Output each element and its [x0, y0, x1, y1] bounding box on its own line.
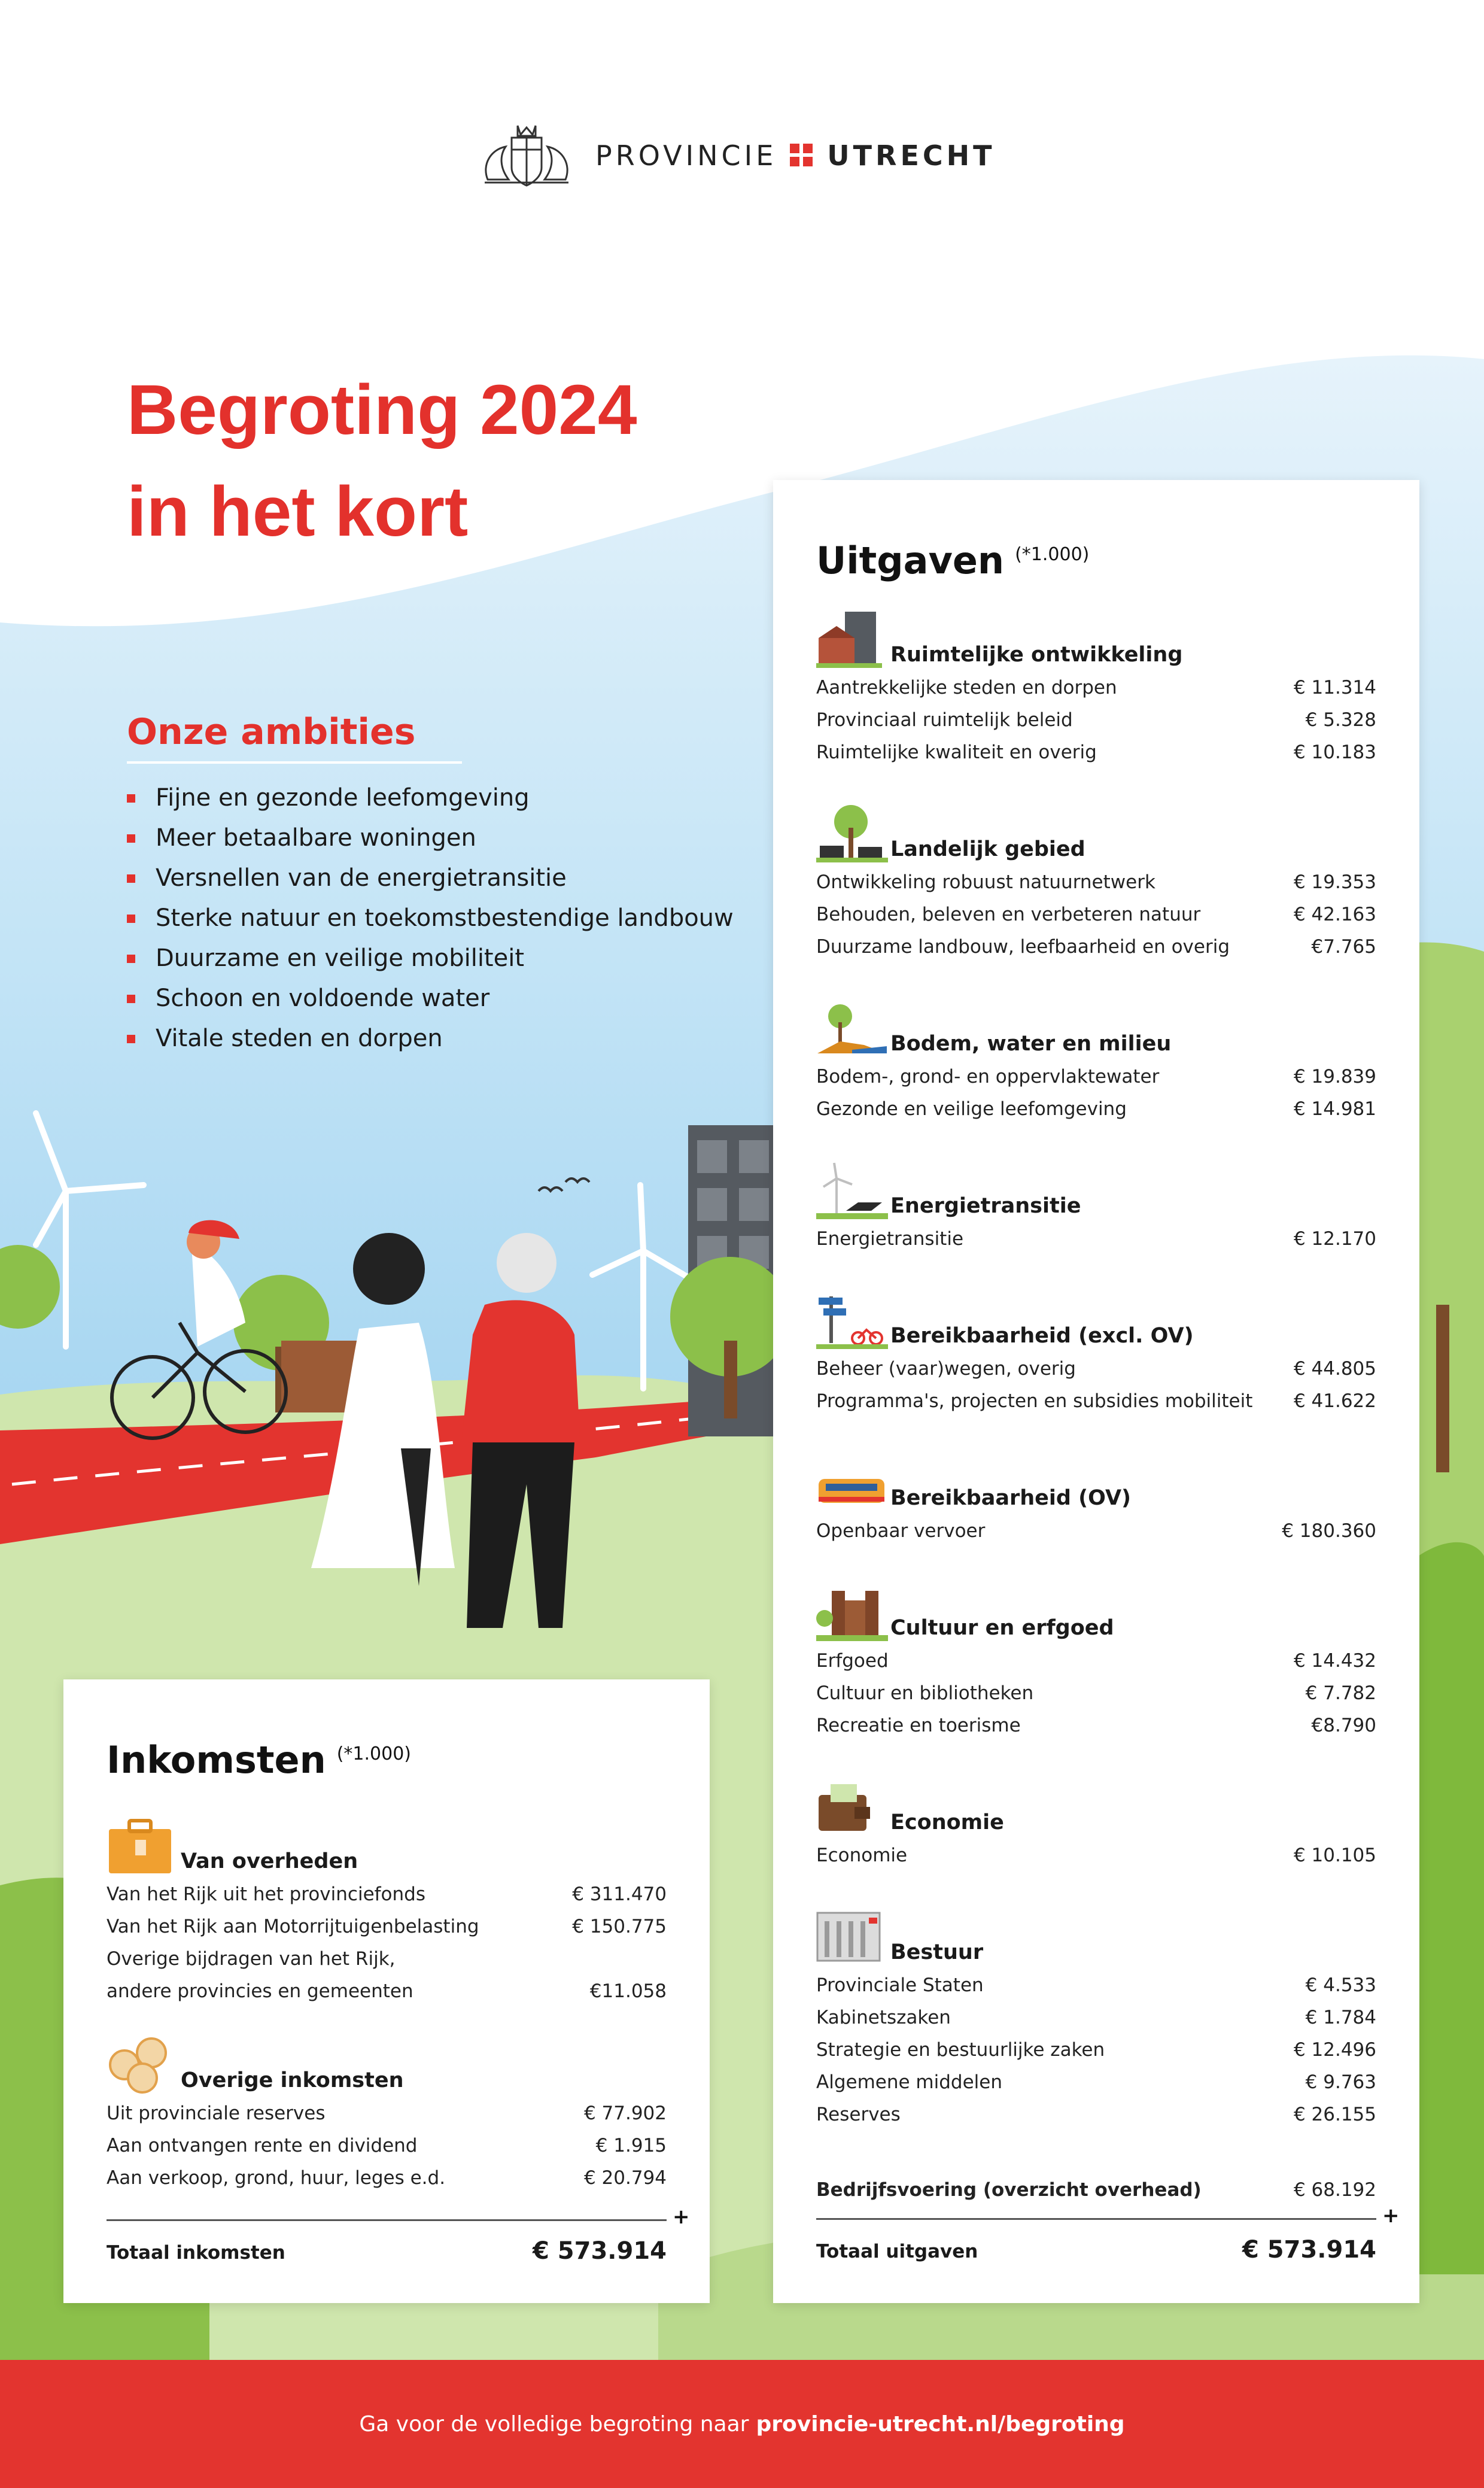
briefcase-icon: [107, 1816, 178, 1875]
table-row: Van het Rijk uit het provinciefonds € 311.470: [107, 1884, 667, 1905]
train-icon: [816, 1453, 888, 1511]
buildings-icon: [816, 609, 888, 668]
table-row: Bodem-, grond- en oppervlaktewater € 19.839: [816, 1066, 1376, 1087]
inkomsten-unit: (*1.000): [336, 1743, 411, 1765]
uitgaven-section-economie: Economie Economie € 10.105: [816, 1777, 1376, 1872]
table-row: Gezonde en veilige leefomgeving € 14.981: [816, 1098, 1376, 1120]
bullet-icon: [127, 1035, 135, 1043]
table-row: andere provincies en gemeenten €11.058: [107, 1980, 667, 2002]
uitgaven-total: Totaal uitgaven € 573.914: [816, 2236, 1376, 2264]
uitgaven-section-bodem: Bodem, water en milieu Bodem-, grond- en oppervlaktewater € 19.839 Gezonde en veilige leefomgeving € 14.981: [816, 998, 1376, 1125]
table-row: Overige bijdragen van het Rijk,: [107, 1948, 396, 1970]
ambities-heading: Onze ambities: [127, 711, 462, 764]
bullet-icon: [127, 955, 135, 963]
sum-divider: [816, 2218, 1376, 2220]
tree-cow-icon: [816, 804, 888, 862]
inkomsten-heading: Inkomsten $^{(*1.000)}$: [107, 1738, 411, 1782]
castle-icon: [816, 1582, 888, 1641]
ambitie-item: Sterke natuur en toekomstbestendige landbouw: [127, 898, 734, 938]
table-row: Strategie en bestuurlijke zaken € 12.496: [816, 2039, 1376, 2061]
logo-text-province: PROVINCIE: [595, 139, 777, 172]
uitgaven-card: [773, 480, 1419, 2303]
coat-of-arms-icon: [476, 123, 577, 189]
uitgaven-section-ruimtelijk: Ruimtelijke ontwikkeling Aantrekkelijke steden en dorpen € 11.314 Provinciaal ruimtelijk beleid € 5.328 Ruimtelijke kwaliteit en overig € 10.183: [816, 609, 1376, 768]
table-row: Recreatie en toerisme €8.790: [816, 1715, 1376, 1736]
logo-separator-icon: [790, 144, 814, 168]
ambities-list: [127, 778, 734, 1059]
logo-text-utrecht: UTRECHT: [827, 139, 996, 172]
bullet-icon: [127, 995, 135, 1003]
page-title-line2: in het kort: [127, 472, 469, 551]
bullet-icon: [127, 794, 135, 803]
ambitie-item: Schoon en voldoende water: [127, 979, 734, 1019]
plus-sign: +: [673, 2205, 690, 2229]
ambitie-item: Vitale steden en dorpen: [127, 1019, 734, 1059]
table-row: Cultuur en bibliotheken € 7.782: [816, 1682, 1376, 1704]
wind-solar-icon: [816, 1161, 888, 1219]
table-row: Ruimtelijke kwaliteit en overig € 10.183: [816, 742, 1376, 763]
sum-divider: [107, 2219, 667, 2221]
wallet-icon: [816, 1777, 888, 1836]
bullet-icon: [127, 915, 135, 923]
table-row: Aan ontvangen rente en dividend € 1.915: [107, 2135, 667, 2156]
ambitie-item: Versnellen van de energietransitie: [127, 858, 734, 898]
page-title: [127, 359, 637, 563]
table-row: Kabinetszaken € 1.784: [816, 2007, 1376, 2028]
table-row: Bedrijfsvoering (overzicht overhead) € 68.192: [816, 2179, 1376, 2201]
bullet-icon: [127, 834, 135, 843]
table-row: Energietransitie € 12.170: [816, 1228, 1376, 1250]
inkomsten-section-overige: Overige inkomsten Uit provinciale reserves € 77.902 Aan ontvangen rente en dividend € 1.915 Aan verkoop, grond, huur, leges e.d. € 20.794: [107, 2035, 667, 2194]
government-building-icon: [816, 1907, 888, 1966]
inkomsten-total: Totaal inkomsten € 573.914: [107, 2237, 667, 2265]
table-row: Programma's, projecten en subsidies mobiliteit € 41.622: [816, 1390, 1376, 1412]
footer-link[interactable]: provincie-utrecht.nl/begroting: [756, 2411, 1125, 2437]
uitgaven-section-cultuur: Cultuur en erfgoed Erfgoed € 14.432 Cultuur en bibliotheken € 7.782 Recreatie en toerisme €8.790: [816, 1582, 1376, 1742]
table-row: Erfgoed € 14.432: [816, 1650, 1376, 1672]
table-row: Aantrekkelijke steden en dorpen € 11.314: [816, 677, 1376, 698]
table-row: Behouden, beleven en verbeteren natuur € 42.163: [816, 904, 1376, 925]
table-row: Openbaar vervoer € 180.360: [816, 1520, 1376, 1542]
uitgaven-section-bestuur: Bestuur Provinciale Staten € 4.533 Kabinetszaken € 1.784 Strategie en bestuurlijke zaken € 12.496 Algemene middelen € 9.763 Reserves € 26.155: [816, 1907, 1376, 2131]
plus-sign: +: [1382, 2204, 1400, 2228]
table-row: Provinciale Staten € 4.533: [816, 1974, 1376, 1996]
table-row: Algemene middelen € 9.763: [816, 2071, 1376, 2093]
soil-water-icon: [816, 998, 888, 1057]
coins-icon: [107, 2035, 178, 2094]
province-logo: [476, 123, 996, 189]
ambitie-item: Fijne en gezonde leefomgeving: [127, 778, 734, 818]
page-title-line1: Begroting 2024: [127, 370, 637, 449]
table-row: Reserves € 26.155: [816, 2104, 1376, 2125]
table-row: Duurzame landbouw, leefbaarheid en overig €7.765: [816, 936, 1376, 958]
uitgaven-section-bereikbaarheid: Bereikbaarheid (excl. OV) Beheer (vaar)wegen, overig € 44.805 Programma's, projecten en subsidies mobiliteit € 41.622: [816, 1290, 1376, 1417]
table-row: Van het Rijk aan Motorrijtuigenbelasting € 150.775: [107, 1916, 667, 1937]
inkomsten-section-overheden: Van overheden Van het Rijk uit het provinciefonds € 311.470 Van het Rijk aan Motorrijtuigenbelasting € 150.775 Overige bijdragen van het Rijk, andere provincies en gemeenten €11.058: [107, 1816, 667, 2007]
table-row: Uit provinciale reserves € 77.902: [107, 2103, 667, 2124]
bullet-icon: [127, 874, 135, 883]
footer-text: Ga voor de volledige begroting naar: [359, 2411, 749, 2437]
ambitie-item: Meer betaalbare woningen: [127, 818, 734, 858]
signpost-bicycle-icon: [816, 1290, 888, 1349]
table-row: Provinciaal ruimtelijk beleid € 5.328: [816, 709, 1376, 731]
uitgaven-overhead: [816, 2174, 1376, 2206]
footer-banner: [0, 2360, 1484, 2488]
uitgaven-section-ov: Bereikbaarheid (OV) Openbaar vervoer € 180.360: [816, 1453, 1376, 1547]
uitgaven-unit: (*1.000): [1015, 544, 1090, 566]
table-row: Aan verkoop, grond, huur, leges e.d. € 20.794: [107, 2167, 667, 2189]
uitgaven-section-landelijk: Landelijk gebied Ontwikkeling robuust natuurnetwerk € 19.353 Behouden, beleven en verbeteren natuur € 42.163 Duurzame landbouw, leefbaarheid en overig €7.765: [816, 804, 1376, 963]
ambitie-item: Duurzame en veilige mobiliteit: [127, 938, 734, 979]
inkomsten-card: [63, 1679, 710, 2303]
uitgaven-section-energie: Energietransitie Energietransitie € 12.170: [816, 1161, 1376, 1255]
uitgaven-heading: Uitgaven $^{(*1.000)}$: [816, 539, 1090, 582]
table-row: Beheer (vaar)wegen, overig € 44.805: [816, 1358, 1376, 1380]
table-row: Ontwikkeling robuust natuurnetwerk € 19.353: [816, 871, 1376, 893]
table-row: Economie € 10.105: [816, 1845, 1376, 1866]
